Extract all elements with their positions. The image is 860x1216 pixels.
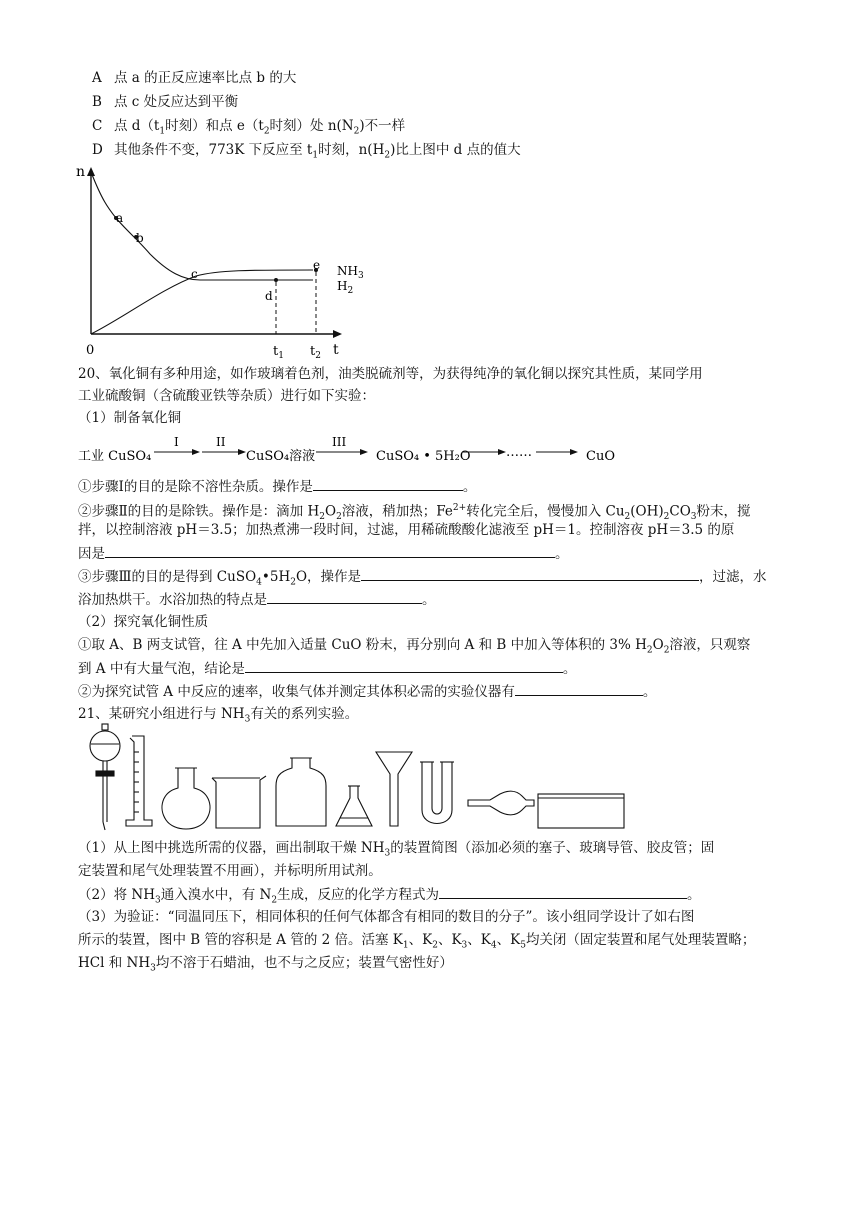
subscript: 2 [319, 512, 325, 523]
question-text: ③步骤Ⅲ的目的是得到 CuSO [78, 569, 257, 585]
q21-part3-line3 [78, 953, 453, 979]
question-text: 通入溴水中，有 N [160, 887, 272, 903]
separatory-funnel-icon [90, 724, 120, 830]
question-text: 、K [467, 932, 491, 948]
point-e-label: e [313, 258, 321, 272]
question-text: 、K [408, 932, 433, 948]
punctuation: 。 [642, 684, 657, 700]
flow-step-1: I [174, 435, 179, 449]
x-axis-arrow-icon [333, 330, 342, 338]
subscript: 3 [154, 895, 161, 906]
option-letter: C [92, 118, 103, 134]
apparatus-diagram [82, 722, 642, 834]
q20-part1-heading: （1）制备氧化铜 [78, 410, 182, 426]
subscript: 3 [150, 963, 156, 974]
subscript: 4 [256, 577, 262, 588]
subscript: 1 [312, 150, 319, 161]
subscript: 5 [520, 940, 526, 951]
beaker-icon [212, 776, 266, 828]
point-b-label: b [136, 231, 144, 245]
answer-blank[interactable] [313, 476, 463, 491]
question-text: ②为探究试管 A 中反应的速率，收集气体并测定其体积必需的实验仪器有 [78, 684, 515, 700]
graduated-cylinder-icon [126, 736, 152, 826]
option-text: 点 c 处反应达到平衡 [114, 94, 239, 110]
question-text: O [652, 637, 664, 653]
q20-step2-line2: 拌，以控制溶液 pH＝3.5；加热煮沸一段时间，过滤，用稀硫酸酸化滤液至 pH＝1。控制溶夜 pH＝3.5 的原 [78, 522, 735, 538]
series-label-nh3: $NH_3$ [337, 264, 364, 281]
option-text: 其他条件不变，773K 下反应至 t [114, 142, 313, 158]
subscript: 2 [290, 577, 296, 588]
erlenmeyer-flask-icon [336, 786, 372, 826]
option-text: 点 a 的正反应速率比点 b 的大 [114, 70, 297, 86]
option-text: )比上图中 d 点的值大 [390, 142, 521, 158]
question-text: ，过滤，水 [699, 569, 767, 585]
question-text: 均关闭（固定装置和尾气处理装置略； [525, 932, 756, 948]
option-letter: A [92, 70, 102, 86]
subscript: 2 [646, 645, 653, 656]
q20-intro-1 [78, 364, 703, 384]
question-text: 溶液，稍加热；Fe [341, 503, 453, 520]
gas-bottle-icon [276, 758, 326, 826]
answer-blank[interactable] [515, 681, 643, 696]
point-c-label: c [191, 267, 198, 281]
point-d [274, 278, 278, 282]
option-letter: D [92, 142, 103, 158]
question-number: 20、 [78, 366, 109, 382]
answer-blank[interactable] [361, 566, 699, 581]
subscript: 4 [490, 940, 497, 951]
subscript: 2 [353, 126, 360, 137]
question-text: 生成，反应的化学方程式为 [277, 887, 440, 903]
answer-blank[interactable] [267, 589, 422, 604]
punctuation: 。 [422, 592, 436, 608]
question-text: •5H [261, 569, 291, 585]
option-text: 时刻）处 n(N [269, 118, 354, 134]
u-tube-icon [420, 762, 454, 824]
water-trough-icon [538, 794, 624, 828]
subscript: 2 [432, 940, 438, 951]
point-d-label: d [265, 289, 273, 303]
question-text: （2）将 NH [78, 887, 155, 903]
question-text: 浴加热烘干。水浴加热的特点是 [78, 592, 267, 608]
option-text: 时刻，n(H [318, 142, 385, 158]
q20-part2-heading: （2）探究氧化铜性质 [78, 614, 209, 630]
question-text: 、K [437, 932, 462, 948]
q21-part3-line2 [78, 930, 755, 956]
question-text: 有关的系列实验。 [250, 706, 359, 722]
question-text: 均不溶于石蜡油，也不与之反应；装置气密性好） [155, 955, 453, 971]
drying-tube-icon [468, 791, 534, 815]
option-letter: B [92, 94, 102, 110]
subscript: 3 [244, 714, 251, 725]
question-text: 因是 [78, 546, 105, 562]
q20-intro-2: 工业硫酸铜（含硫酸亚铁等杂质）进行如下实验： [78, 388, 375, 404]
subscript: 3 [384, 848, 391, 859]
flow-start: 工业 CuSO₄ [78, 449, 152, 464]
subscript: 3 [690, 512, 697, 523]
question-text: ①取 A、B 两支试管，往 A 中先加入适量 CuO 粉末，再分别向 A 和 B 中加入等体积的 3% H [78, 637, 647, 653]
flow-product: CuSO₄ • 5H₂O [376, 449, 471, 464]
answer-blank[interactable] [105, 543, 555, 558]
y-axis-label: n [76, 164, 86, 180]
punctuation: 。 [687, 887, 701, 903]
answer-blank[interactable] [245, 658, 563, 673]
origin-label: 0 [86, 343, 95, 358]
question-text: ②步骤Ⅱ的目的是除铁。操作是：滴加 H [78, 503, 320, 520]
question-text: 转化完全后，慢慢加入 Cu [466, 503, 625, 520]
subscript: 2 [336, 512, 342, 523]
question-text: 粉末，搅 [696, 503, 751, 520]
subscript: 2 [263, 126, 270, 137]
point-a-label: a [116, 211, 124, 225]
x-axis-label: t [333, 342, 339, 358]
question-text: (OH) [630, 503, 664, 520]
question-text: O，操作是 [295, 569, 362, 585]
q20-step2-line3 [78, 543, 569, 564]
q21-part3-line1: （3）为验证：“同温同压下，相同体积的任何气体都含有相同的数目的分子”。该小组同学设计了如右图 [78, 909, 695, 925]
flow-end: CuO [586, 449, 615, 464]
subscript: 2 [663, 512, 670, 523]
option-b [92, 92, 238, 112]
punctuation: 。 [555, 546, 569, 562]
question-text: 氧化铜有多种用途，如作玻璃着色剂，油类脱硫剂等，为获得纯净的氧化铜以探究其性质，某同学用 [108, 366, 703, 382]
subscript: 1 [159, 126, 166, 137]
subscript: 2 [384, 150, 391, 161]
arrow-icon [192, 449, 200, 455]
question-text: 、K [496, 932, 521, 948]
subscript: 2 [624, 512, 631, 523]
subscript: 3 [461, 940, 468, 951]
subscript: 2 [271, 895, 278, 906]
series-label-h2: $H_2$ [337, 279, 354, 296]
y-axis-arrow-icon [87, 167, 95, 176]
n-vs-t-graph [68, 162, 368, 367]
arrow-icon [238, 449, 246, 455]
round-bottom-flask-icon [162, 768, 210, 829]
question-text: 某研究小组进行与 NH [108, 706, 245, 722]
option-text: 时刻）和点 e（t [165, 118, 264, 134]
arrow-icon [570, 449, 578, 455]
question-text: HCl 和 NH [78, 955, 151, 971]
flow-step-2: II [216, 435, 226, 449]
flow-mid: CuSO₄溶液 [246, 449, 316, 464]
question-text: 所示的装置，图中 B 管的容积是 A 管的 2 倍。活塞 K [78, 932, 403, 948]
q20-part2-line1 [78, 635, 750, 661]
option-text: 点 d（t [114, 118, 160, 134]
question-text: O [324, 503, 337, 520]
question-number: 21、 [78, 706, 109, 722]
subscript: 1 [402, 940, 409, 951]
question-text: 溶液，只观察 [669, 637, 751, 653]
q21-part1-line2: 定装置和尾气处理装置不用画），并标明所用试剂。 [78, 863, 382, 879]
question-text: 到 A 中有大量气泡，结论是 [78, 661, 245, 677]
h2-curve [91, 172, 313, 280]
q20-part2-line3 [78, 681, 656, 702]
subscript: 2 [663, 645, 670, 656]
t2-label: $t_2$ [310, 344, 321, 361]
q21-part1-line1 [78, 838, 714, 864]
question-text: 的装置简图（添加必须的塞子、玻璃导管、胶皮管；固 [390, 840, 715, 856]
t1-label: $t_1$ [273, 344, 284, 361]
q20-step1 [78, 476, 476, 497]
answer-blank[interactable] [439, 884, 687, 899]
arrow-icon [360, 449, 368, 455]
flow-dots: …… [506, 445, 532, 460]
question-text: （1）从上图中挑选所需的仪器，画出制取干燥 NH [78, 840, 385, 856]
superscript: 2+ [452, 503, 467, 513]
q20-part2-line2 [78, 658, 576, 679]
question-text: ①步骤Ⅰ的目的是除不溶性杂质。操作是 [78, 479, 313, 495]
option-a [92, 68, 296, 88]
flow-step-3: III [332, 435, 347, 449]
question-text: CO [669, 503, 691, 520]
q20-step3-line2 [78, 589, 436, 610]
preparation-flow-diagram [78, 432, 638, 468]
option-c [92, 116, 405, 142]
punctuation: 。 [462, 479, 477, 495]
option-text: )不一样 [359, 118, 406, 134]
arrow-icon [498, 449, 506, 455]
punctuation: 。 [562, 661, 577, 677]
funnel-icon [376, 752, 412, 826]
